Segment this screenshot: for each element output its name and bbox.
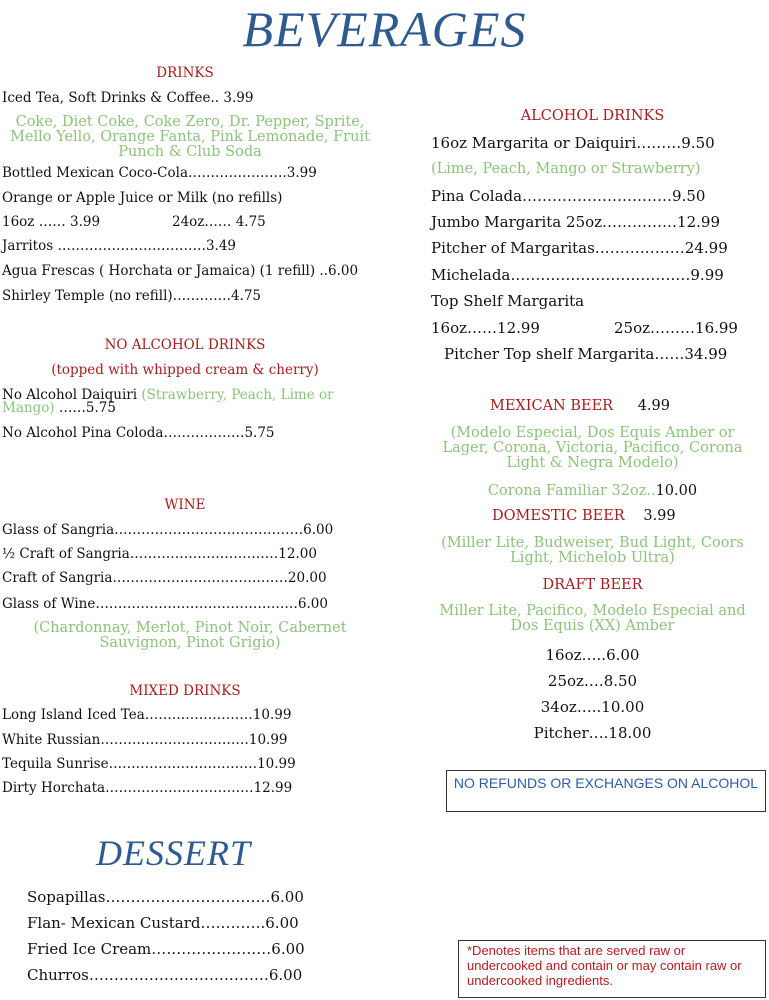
corona-familiar-row — [430, 483, 755, 499]
mexican-beer-heading: MEXICAN BEER — [490, 398, 614, 414]
notice-text: NO REFUNDS OR EXCHANGES ON ALCOHOL — [453, 775, 759, 791]
domestic-beer-price: 3.99 — [643, 508, 676, 524]
menu-item: Top Shelf Margarita — [431, 292, 585, 310]
dessert-item: Churros………………………………6.00 — [27, 966, 303, 984]
menu-item: Pina Colada…………………………9.50 — [431, 187, 706, 205]
page-title: BEVERAGES — [242, 1, 527, 57]
menu-item: Bottled Mexican Coco-Cola………………….3.99 — [2, 165, 317, 181]
menu-item: Glass of Wine………………………………………6.00 — [2, 596, 328, 612]
mexican-beer-heading-row — [490, 398, 670, 414]
mexican-beer-list: (Modelo Especial, Dos Equis Amber or Lager, Corona, Victoria, Pacifico, Corona Light & Negra Modelo) — [442, 425, 743, 471]
dessert-item: Flan- Mexican Custard………….6.00 — [27, 914, 299, 932]
menu-item: Pitcher Top shelf Margarita……34.99 — [444, 345, 728, 363]
no-refunds-notice — [446, 770, 766, 812]
dessert-item: Sopapillas……………………………6.00 — [27, 888, 304, 906]
draft-size: 25oz….8.50 — [547, 672, 638, 690]
menu-item: Long Island Iced Tea……………………10.99 — [2, 707, 292, 723]
daiquiri-price: ……5.75 — [54, 400, 116, 416]
wine-varieties: (Chardonnay, Merlot, Pinot Noir, Cabernet Sauvignon, Pinot Grigio) — [33, 620, 347, 651]
disclaimer-text: *Denotes items that are served raw or undercooked and contain or may contain raw or undercooked ingredients. — [467, 943, 742, 988]
no-alcohol-heading: NO ALCOHOL DRINKS — [104, 337, 266, 353]
drinks-line: Iced Tea, Soft Drinks & Coffee.. 3.99 — [2, 90, 254, 106]
no-alcohol-subheading: (topped with whipped cream & cherry) — [51, 362, 319, 378]
menu-item: Dirty Horchata……………………………12.99 — [2, 780, 293, 796]
corona-familiar-label: Corona Familiar 32oz.. — [487, 483, 656, 499]
top-shelf-size-b: 25oz………16.99 — [614, 319, 738, 337]
menu-item: Glass of Sangria……………………………………6.00 — [2, 522, 334, 538]
dessert-item: Fried Ice Cream……………………6.00 — [27, 940, 305, 958]
domestic-beer-list: (Miller Lite, Budweiser, Bud Light, Coors Light, Michelob Ultra) — [441, 535, 744, 566]
dessert-title: DESSERT — [96, 833, 251, 873]
draft-size: 34oz…..10.00 — [540, 698, 645, 716]
draft-beer-list: Miller Lite, Pacifico, Modelo Especial and Dos Equis (XX) Amber — [439, 603, 746, 634]
margarita-flavors: (Lime, Peach, Mango or Strawberry) — [431, 161, 701, 177]
draft-beer-heading: DRAFT BEER — [542, 577, 643, 593]
daiquiri-flavors: (Strawberry, Peach, Lime or — [141, 387, 334, 403]
menu-item: Michelada………………………………9.99 — [431, 266, 724, 284]
alcohol-heading: ALCOHOL DRINKS — [520, 108, 665, 124]
wine-heading: WINE — [164, 497, 206, 513]
menu-item: ½ Craft of Sangria……………………………12.00 — [2, 546, 317, 562]
menu-item: Pitcher of Margaritas………………24.99 — [431, 239, 728, 257]
raw-food-disclaimer — [458, 940, 766, 998]
menu-item: Jumbo Margarita 25oz……………12.99 — [431, 213, 720, 231]
menu-item: Tequila Sunrise……………………………10.99 — [2, 756, 296, 772]
menu-item: Shirley Temple (no refill)………….4.75 — [2, 288, 262, 304]
daiquiri-name: No Alcohol Daiquiri — [2, 387, 142, 403]
mexican-beer-price: 4.99 — [637, 398, 670, 414]
mixed-heading: MIXED DRINKS — [129, 683, 241, 699]
size-price-b: 24oz…… 4.75 — [172, 214, 266, 230]
menu-item: Craft of Sangria…………………………………20.00 — [2, 570, 327, 586]
size-price-a: 16oz …… 3.99 — [2, 214, 101, 230]
draft-size: 16oz…..6.00 — [545, 646, 640, 664]
draft-size: Pitcher….18.00 — [533, 724, 652, 742]
menu-item: Jarritos ……………………………3.49 — [2, 238, 237, 254]
domestic-beer-heading-row — [492, 508, 676, 524]
domestic-beer-heading: DOMESTIC BEER — [492, 508, 625, 524]
daiquiri-flavors-cont: Mango) — [2, 400, 55, 416]
menu-item: Orange or Apple Juice or Milk (no refills) — [2, 190, 283, 206]
menu-item: No Alcohol Pina Coloda………………5.75 — [2, 425, 275, 441]
menu-item: White Russian……………………………10.99 — [2, 732, 288, 748]
soft-drinks-list: Coke, Diet Coke, Coke Zero, Dr. Pepper, Sprite, Mello Yello, Orange Fanta, Pink Lemonade, Fruit Punch & Club Soda — [10, 114, 370, 160]
corona-familiar-price: 10.00 — [655, 483, 698, 499]
menu-item: Agua Frescas ( Horchata or Jamaica) (1 refill) ..6.00 — [2, 263, 359, 279]
menu-item: 16oz Margarita or Daiquiri………9.50 — [431, 134, 715, 152]
top-shelf-size-a: 16oz……12.99 — [431, 319, 540, 337]
no-alcohol-daiquiri-cont — [2, 400, 116, 416]
drinks-heading: DRINKS — [156, 65, 214, 81]
